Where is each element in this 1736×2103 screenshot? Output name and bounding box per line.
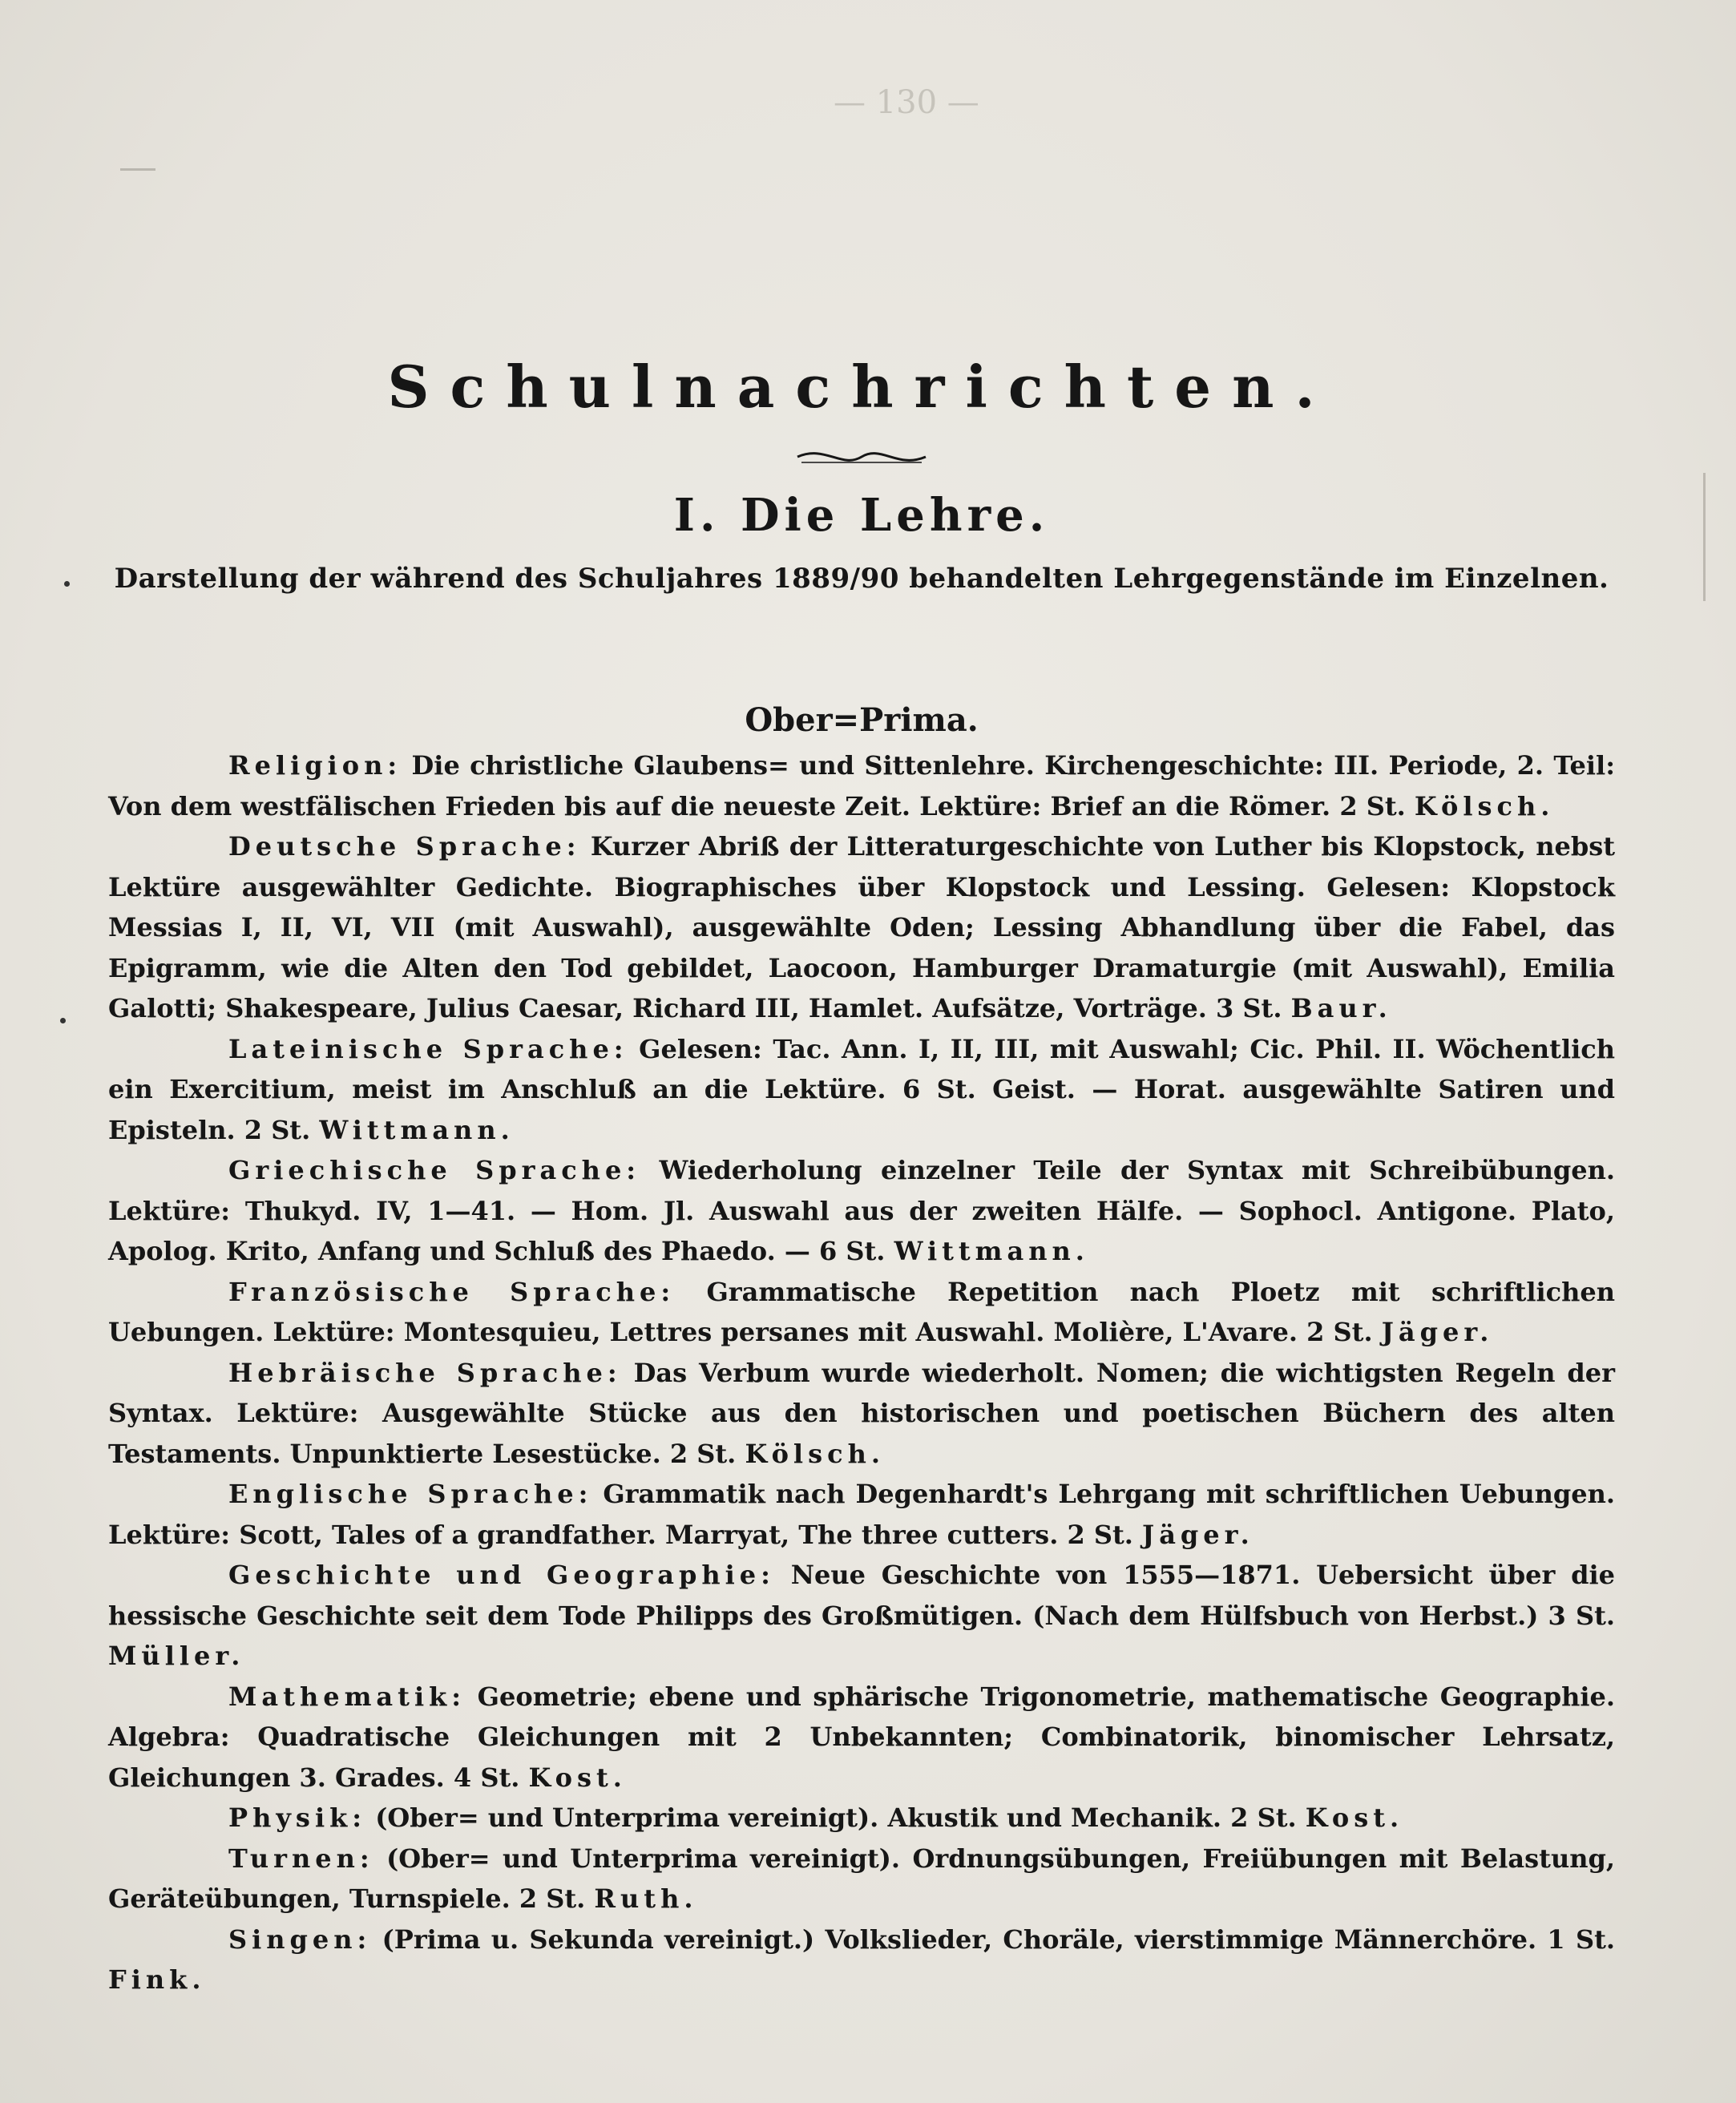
subject-text: Gelesen: Tac. Ann. I, II, III, mit Auswahl; Cic. Phil. II. Wöchentlich ein Exercitium, meist im Anschluß an die Lektüre. 6 St. Geist. — Horat. ausgewählte Satiren und Episteln. 2 St. bbox=[108, 1033, 1616, 1145]
subject-text: (Ober= und Unterprima vereinigt). Akustik und Mechanik. 2 St. bbox=[366, 1802, 1306, 1833]
page-number: — 130 — bbox=[834, 84, 979, 121]
subject-name: Geschichte und Geographie: bbox=[228, 1560, 775, 1590]
subject-text: Wiederholung einzelner Teile der Syntax mit Schreibübungen. Lektüre: Thukyd. IV, 1—41. — Hom. Jl. Auswahl aus der zweiten Hälfe. — Sophocl. Antigone. Plato, Apolog. Krito, Anfang und Schluß des Phaedo. — 6 St. bbox=[108, 1155, 1616, 1266]
page-title: Schulnachrichten. bbox=[387, 353, 1336, 421]
subject-name: Mathematik: bbox=[228, 1681, 466, 1712]
subject-text: Grammatische Repetition nach Ploetz mit schriftlichen Uebungen. Lektüre: Montesquieu, Lettres persanes mit Auswahl. Molière, L'Avare. 2 St. bbox=[108, 1276, 1616, 1347]
subject-text: Neue Geschichte von 1555—1871. Uebersicht über die hessische Geschichte seit dem Tode Philipps des Großmütigen. (Nach dem Hülfsbuch von Herbst.) 3 St. bbox=[108, 1560, 1616, 1631]
teacher-name: Kost. bbox=[528, 1762, 627, 1793]
teacher-name: Müller. bbox=[108, 1641, 245, 1671]
subject-entry-latin bbox=[108, 1029, 1615, 1151]
page-edge-mark bbox=[1703, 473, 1706, 601]
subject-text: Geometrie; ebene und sphärische Trigonometrie, mathematische Geographie. Algebra: Quadratische Gleichungen mit 2 Unbekannten; Combinatorik, binomischer Lehrsatz, Gleichungen 3. Grades. 4 St. bbox=[108, 1681, 1615, 1793]
teacher-name: Jäger. bbox=[1142, 1519, 1254, 1550]
subject-text: Das Verbum wurde wiederholt. Nomen; die wichtigsten Regeln der Syntax. Lektüre: Ausgewählte Stücke aus den historischen und poetischen Büchern des alten Testaments. Unpunktierte Lesestücke. 2 St. bbox=[108, 1357, 1616, 1469]
teacher-name: Kost. bbox=[1305, 1802, 1404, 1833]
subject-name: Lateinische Sprache: bbox=[228, 1033, 628, 1064]
subject-text: (Ober= und Unterprima vereinigt). Ordnungsübungen, Freiübungen mit Belastung, Geräteübungen, Turnspiele. 2 St. bbox=[108, 1843, 1615, 1914]
subject-entry-greek bbox=[108, 1150, 1615, 1272]
teacher-name: Wittmann. bbox=[319, 1114, 515, 1145]
ink-speck bbox=[64, 581, 70, 587]
subject-name: Englische Sprache: bbox=[228, 1479, 593, 1509]
ink-speck bbox=[60, 1018, 66, 1023]
subject-text: Grammatik nach Degenhardt's Lehrgang mit schriftlichen Uebungen. Lektüre: Scott, Tales of a grandfather. Marryat, The three cutters. 2 St. bbox=[108, 1479, 1615, 1550]
teacher-name: Baur. bbox=[1290, 993, 1392, 1023]
subject-entry-physics bbox=[108, 1798, 1615, 1839]
subject-name: Griechische Sprache: bbox=[228, 1155, 641, 1185]
teacher-name: Kölsch. bbox=[745, 1438, 885, 1469]
section-title: I. Die Lehre. bbox=[673, 489, 1050, 542]
subject-entry-history bbox=[108, 1555, 1615, 1677]
subject-text: (Prima u. Sekunda vereinigt.) Volkslieder, Choräle, vierstimmige Männerchöre. 1 St. bbox=[371, 1923, 1615, 1955]
teacher-name: Kölsch. bbox=[1414, 790, 1555, 821]
section-subtitle: Darstellung der während des Schuljahres 1889/90 behandelten Lehrgegenstände im Einzelnen. bbox=[114, 563, 1609, 595]
subject-name: Physik: bbox=[228, 1802, 367, 1833]
subject-name: Religion: bbox=[228, 750, 402, 781]
subject-entry-gymnastics bbox=[108, 1839, 1615, 1919]
subject-list bbox=[108, 745, 1615, 2000]
subject-entry-german bbox=[108, 826, 1615, 1029]
subject-text: Kurzer Abriß der Litteraturgeschichte von Luther bis Klopstock, nebst Lektüre ausgewählter Gedichte. Biographisches über Klopstock und Lessing. Gelesen: Klopstock Messias I, II, VI, VII (mit Auswahl), ausgewählte Oden; Lessing Abhandlung über die Fabel, das Epigramm, wie die Alten den Tod gebildet, Laocoon, Hamburger Dramaturgie (mit Auswahl), Emilia Galotti; Shakespeare, Julius Caesar, Richard III, Hamlet. Aufsätze, Vorträge. 3 St. bbox=[108, 831, 1616, 1023]
teacher-name: Ruth. bbox=[594, 1883, 698, 1914]
teacher-name: Jäger. bbox=[1381, 1317, 1494, 1347]
subject-entry-french bbox=[108, 1272, 1615, 1353]
subject-entry-math bbox=[108, 1677, 1615, 1798]
subject-name: Turnen: bbox=[228, 1843, 374, 1874]
subject-name: Französische Sprache: bbox=[228, 1276, 676, 1307]
subject-entry-hebrew bbox=[108, 1353, 1615, 1475]
subject-name: Hebräische Sprache: bbox=[228, 1357, 622, 1388]
subject-entry-english bbox=[108, 1474, 1615, 1555]
subject-name: Deutsche Sprache: bbox=[228, 831, 581, 862]
subject-entry-religion bbox=[108, 745, 1615, 826]
teacher-name: Fink. bbox=[108, 1964, 206, 1995]
subject-entry-singing bbox=[108, 1919, 1615, 2000]
class-title: Ober=Prima. bbox=[745, 701, 979, 739]
title-ornament bbox=[793, 445, 930, 469]
margin-mark bbox=[120, 168, 155, 171]
teacher-name: Wittmann. bbox=[894, 1236, 1089, 1266]
subject-text: Die christliche Glaubens= und Sittenlehre. Kirchengeschichte: III. Periode, 2. Teil: Von dem westfälischen Frieden bis auf die neueste Zeit. Lektüre: Brief an die Römer. 2 St. bbox=[108, 750, 1615, 821]
subject-name: Singen: bbox=[228, 1923, 372, 1955]
